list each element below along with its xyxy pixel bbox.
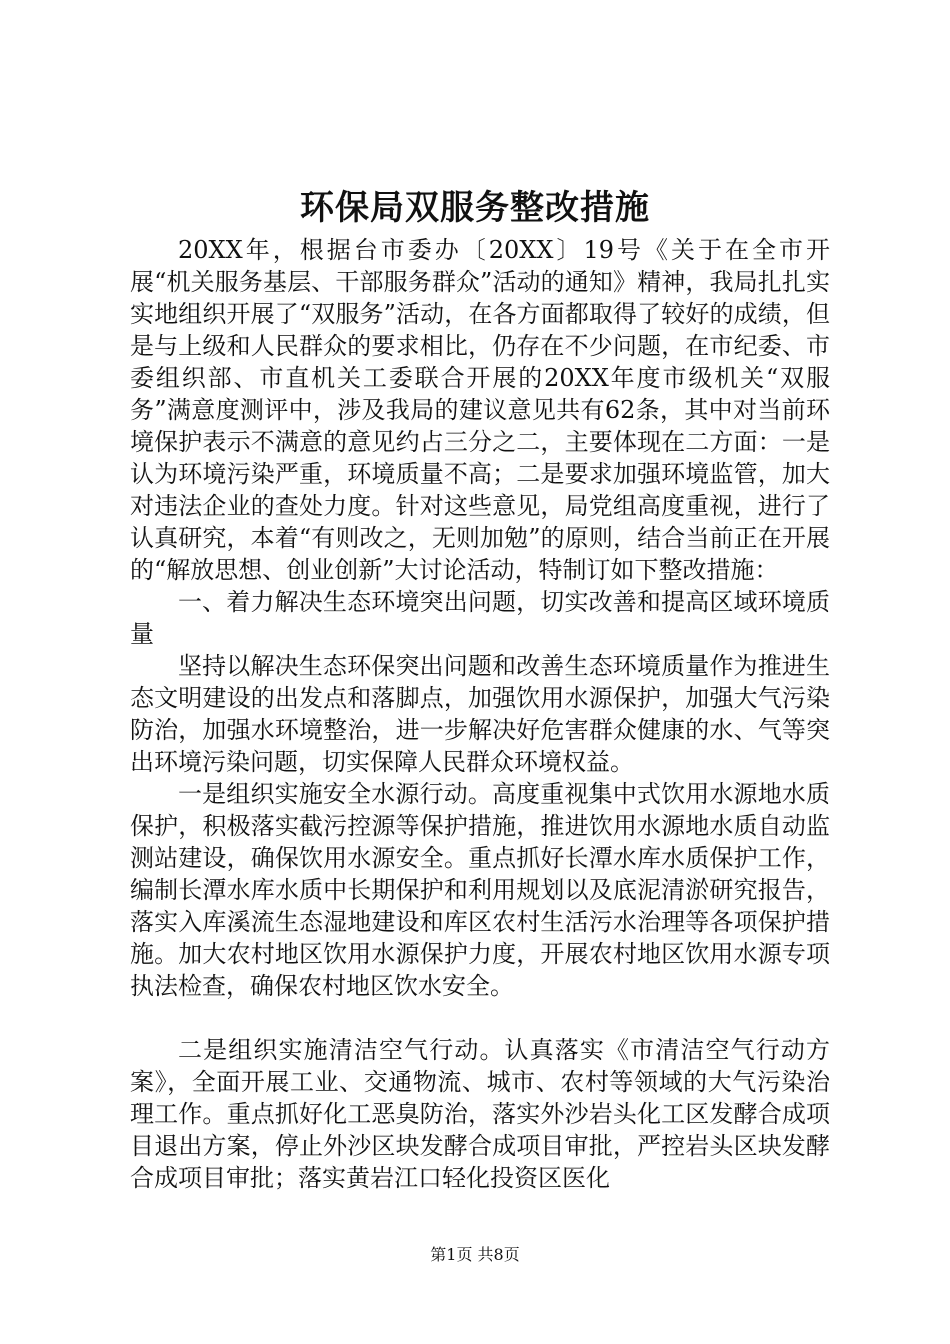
paragraph-clean-air: 二是组织实施清洁空气行动。认真落实《市清洁空气行动方案》，全面开展工业、交通物流、城市、农村等领域的大气污染治理工作。重点抓好化工恶臭防治，落实外沙岩头化工区发酵合成项目退出方案，停止外沙区块发酵合成项目审批，严控岩头区块发酵合成项目审批；落实黄岩江口轻化投资区医化 [130, 1036, 830, 1192]
section-heading-1: 一、着力解决生态环境突出问题，切实改善和提高区域环境质量 [130, 588, 830, 648]
paragraph-water-source: 一是组织实施安全水源行动。高度重视集中式饮用水源地水质保护，积极落实截污控源等保护措施，推进饮用水源地水质自动监测站建设，确保饮用水源安全。重点抓好长潭水库水质保护工作，编制长潭水库水质中长期保护和利用规划以及底泥清淤研究报告，落实入库溪流生态湿地建设和库区农村生活污水治理等各项保护措施。加大农村地区饮用水源保护力度，开展农村地区饮用水源专项执法检查，确保农村地区饮水安全。 [130, 780, 830, 1000]
paragraph-section-1: 坚持以解决生态环保突出问题和改善生态环境质量作为推进生态文明建设的出发点和落脚点，加强饮用水源保护，加强大气污染防治，加强水环境整治，进一步解决好危害群众健康的水、气等突出环境污染问题，切实保障人民群众环境权益。 [130, 652, 830, 776]
document-title: 环保局双服务整改措施 [300, 188, 650, 228]
paragraph-intro: 20XX年，根据台市委办〔20XX〕19号《关于在全市开展“机关服务基层、干部服务群众”活动的通知》精神，我局扎扎实实地组织开展了“双服务”活动，在各方面都取得了较好的成绩，但是与上级和人民群众的要求相比，仍存在不少问题，在市纪委、市委组织部、市直机关工委联合开展的20XX年度市级机关“双服务”满意度测评中，涉及我局的建议意见共有62条，其中对当前环境保护表示不满意的意见约占三分之二，主要体现在二方面：一是认为环境污染严重，环境质量不高；二是要求加强环境监管，加大对违法企业的查处力度。针对这些意见，局党组高度重视，进行了认真研究，本着“有则改之，无则加勉”的原则，结合当前正在开展的“解放思想、创业创新”大讨论活动，特制订如下整改措施： [130, 236, 830, 584]
page-number-footer: 第1页 共8页 [430, 1245, 520, 1264]
document-body [130, 234, 830, 1194]
